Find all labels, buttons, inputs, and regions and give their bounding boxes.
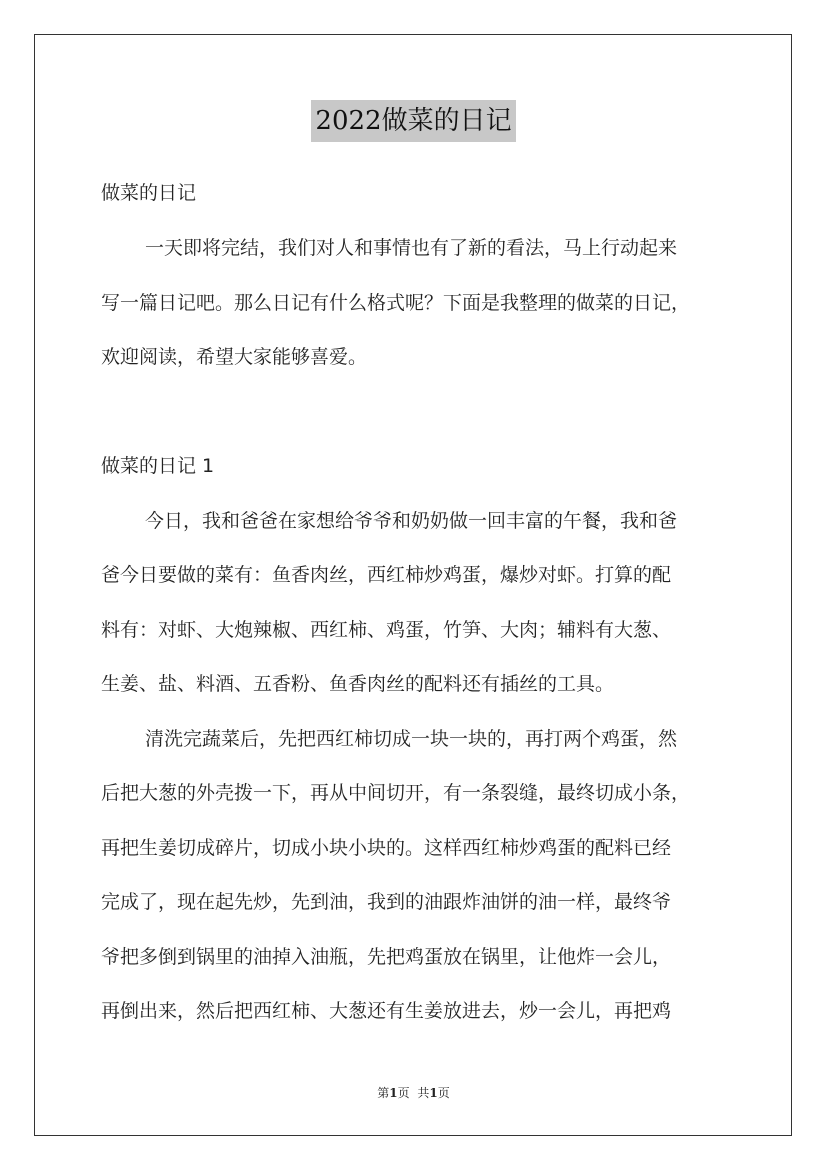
- title-container: [0, 100, 827, 142]
- total-label-suffix: 页: [437, 1086, 450, 1100]
- paragraph-line: 爸今日要做的菜有：鱼香肉丝，西红柿炒鸡蛋，爆炒对虾。打算的配: [101, 564, 672, 586]
- page-label-prefix: 第: [377, 1086, 390, 1100]
- paragraph-line: 爷把多倒到锅里的油掉入油瓶，先把鸡蛋放在锅里，让他炸一会儿，: [101, 946, 672, 968]
- page-footer: [0, 1084, 827, 1101]
- paragraph-line: 再倒出来，然后把西红柿、大葱还有生姜放进去，炒一会儿，再把鸡: [101, 1000, 672, 1022]
- total-pages: 1: [429, 1086, 438, 1100]
- paragraph-line: 完成了，现在起先炒，先到油，我到的油跟炸油饼的油一样，最终爷: [101, 891, 672, 913]
- paragraph-line: 欢迎阅读，希望大家能够喜爱。: [101, 346, 368, 368]
- section-heading: 做菜的日记 1: [101, 455, 215, 477]
- document-title: 2022做菜的日记: [311, 100, 515, 142]
- paragraph-line: 写一篇日记吧。那么日记有什么格式呢？下面是我整理的做菜的日记，: [101, 292, 691, 314]
- page-label-suffix: 页: [397, 1086, 410, 1100]
- paragraph-line: 清洗完蔬菜后，先把西红柿切成一块一块的，再打两个鸡蛋，然: [145, 728, 678, 750]
- paragraph-line: 再把生姜切成碎片，切成小块小块的。这样西红柿炒鸡蛋的配料已经: [101, 837, 672, 859]
- section-heading: 做菜的日记: [101, 182, 197, 204]
- paragraph-line: 今日，我和爸爸在家想给爷爷和奶奶做一回丰富的午餐，我和爸: [145, 510, 678, 532]
- page-number: 1: [389, 1086, 398, 1100]
- paragraph-line: 料有：对虾、大炮辣椒、西红柿、鸡蛋，竹笋、大肉；辅料有大葱、: [101, 619, 672, 641]
- paragraph-line: 生姜、盐、料酒、五香粉、鱼香肉丝的配料还有插丝的工具。: [101, 673, 615, 695]
- paragraph-line: 后把大葱的外壳拨一下，再从中间切开，有一条裂缝，最终切成小条，: [101, 782, 691, 804]
- total-label-prefix: 共: [417, 1086, 430, 1100]
- paragraph-line: 一天即将完结，我们对人和事情也有了新的看法，马上行动起来: [145, 237, 678, 259]
